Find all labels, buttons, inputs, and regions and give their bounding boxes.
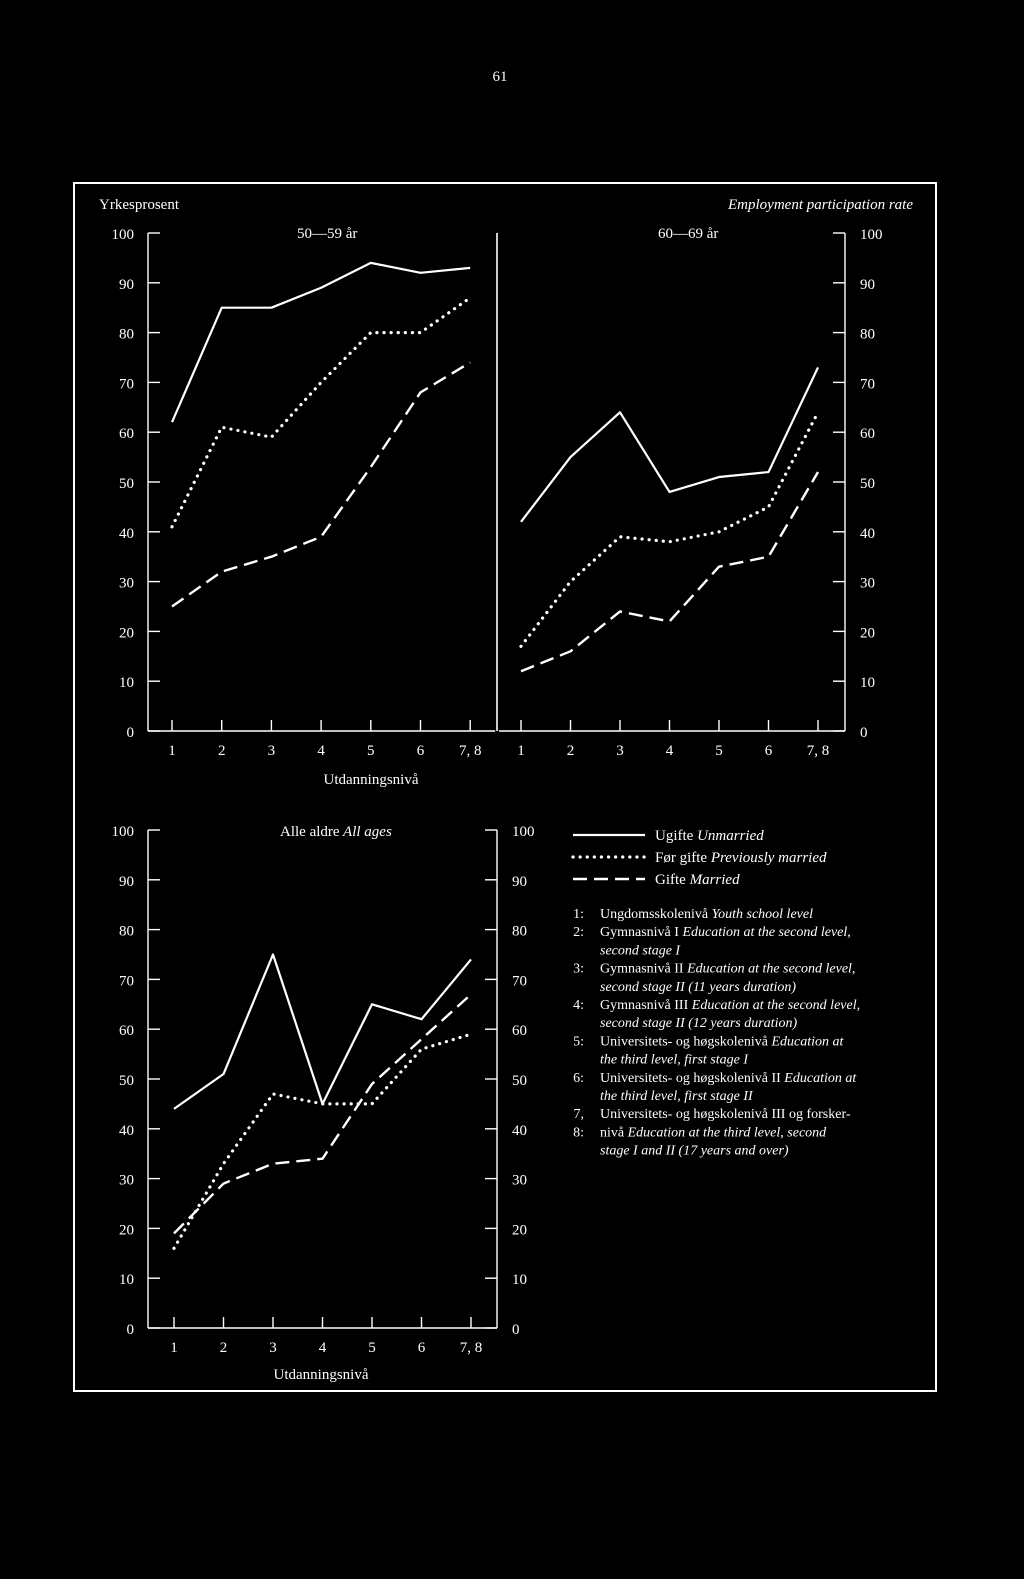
left-y-tick-label: 20: [119, 1222, 134, 1239]
level-code: 2:: [573, 925, 584, 941]
x-tick-label: 1: [170, 1340, 178, 1356]
right-y-tick-label: 90: [860, 276, 875, 293]
x-tick-label: 5: [715, 743, 723, 759]
left-y-tick-label: 50: [119, 476, 134, 492]
level-text: Universitets- og høgskolenivå II Education at: [600, 1070, 857, 1086]
left-y-tick-label: 10: [119, 675, 134, 692]
right-y-tick-label: 30: [512, 1172, 527, 1189]
right-y-tick-label: 10: [860, 675, 875, 692]
level-code: 1:: [573, 907, 584, 922]
panel-title: 60—69 år: [658, 226, 719, 242]
level-code: 8:: [573, 1125, 584, 1141]
panel-title: Alle aldre All ages: [280, 824, 392, 840]
series-line-married: [174, 994, 471, 1233]
left-y-tick-label: 100: [111, 824, 134, 840]
page-number: 61: [492, 69, 508, 85]
x-tick-label: 4: [318, 1340, 327, 1356]
x-tick-label: 5: [367, 743, 375, 759]
right-y-tick-label: 0: [512, 1322, 520, 1338]
right-y-tick-label: 30: [860, 575, 875, 592]
level-code: 4:: [573, 998, 584, 1013]
legend: [573, 828, 860, 1159]
level-text: nivå Education at the third level, second: [600, 1125, 827, 1141]
left-y-tick-label: 70: [119, 973, 134, 990]
left-y-tick-label: 40: [119, 525, 134, 542]
x-tick-label: 2: [219, 1340, 228, 1356]
right-y-tick-label: 100: [512, 824, 535, 840]
x-tick-label: 6: [416, 743, 425, 759]
level-text: Ungdomsskolenivå Youth school level: [600, 907, 813, 922]
x-tick-label: 2: [217, 743, 226, 759]
y-axis-title-no: Yrkesprosent: [99, 197, 179, 213]
left-y-tick-label: 20: [119, 625, 134, 642]
right-y-tick-label: 40: [512, 1122, 527, 1139]
x-tick-label: 7, 8: [458, 743, 482, 759]
right-y-tick-label: 50: [512, 1073, 527, 1089]
series-line-prev: [172, 298, 470, 527]
level-text: Gymnasnivå I Education at the second level,: [600, 925, 851, 941]
x-tick-label: 4: [317, 743, 325, 759]
y-axis-title-en: Employment participation rate: [728, 197, 913, 213]
level-text: second stage II (11 years duration): [600, 979, 797, 995]
level-text: Gymnasnivå II Education at the second level,: [600, 961, 856, 977]
right-y-tick-label: 70: [860, 376, 875, 393]
right-y-tick-label: 90: [512, 873, 527, 890]
right-y-tick-label: 0: [860, 725, 868, 741]
series-line-prev: [174, 1034, 471, 1248]
left-y-tick-label: 60: [119, 1023, 134, 1040]
panel-3: [112, 824, 535, 1356]
left-y-tick-label: 70: [119, 376, 134, 393]
right-y-tick-label: 80: [512, 923, 527, 940]
x-tick-label: 2: [566, 743, 575, 759]
level-code: 6:: [573, 1070, 584, 1086]
left-y-tick-label: 40: [119, 1122, 134, 1139]
right-y-tick-label: 100: [860, 227, 883, 243]
left-y-tick-label: 60: [119, 426, 134, 443]
panel-2: [499, 226, 883, 759]
series-line-prev: [521, 412, 818, 646]
right-y-tick-label: 60: [860, 426, 875, 443]
x-tick-label: 3: [269, 1340, 277, 1356]
left-y-tick-label: 90: [119, 873, 134, 890]
series-line-unmarried: [174, 955, 471, 1109]
x-axis-title-bottom: Utdanningsnivå: [273, 1367, 369, 1383]
level-code: 3:: [573, 961, 584, 977]
x-tick-label: 4: [665, 743, 674, 759]
left-y-tick-label: 90: [119, 276, 134, 293]
legend-label-unmarried: Ugifte Unmarried: [655, 828, 764, 844]
left-y-tick-label: 80: [119, 923, 134, 940]
x-axis-title-top: Utdanningsnivå: [323, 772, 419, 788]
level-text: second stage II (12 years duration): [600, 1016, 798, 1032]
left-y-tick-label: 10: [119, 1272, 134, 1289]
left-y-tick-label: 80: [119, 326, 134, 343]
right-y-tick-label: 80: [860, 326, 875, 343]
level-code: 7,: [573, 1107, 584, 1123]
level-text: second stage I: [600, 943, 681, 959]
right-y-tick-label: 40: [860, 525, 875, 542]
series-line-unmarried: [172, 263, 470, 422]
right-y-tick-label: 10: [512, 1272, 527, 1289]
left-y-tick-label: 30: [119, 575, 134, 592]
right-y-tick-label: 50: [860, 476, 875, 492]
right-y-tick-label: 20: [860, 625, 875, 642]
panel-1: [112, 226, 496, 759]
x-tick-label: 7, 8: [806, 743, 830, 759]
left-y-tick-label: 100: [111, 227, 134, 243]
level-text: Universitets- og høgskolenivå III og forsker-: [600, 1107, 851, 1123]
level-text: stage I and II (17 years and over): [600, 1143, 789, 1159]
x-tick-label: 1: [517, 743, 525, 759]
left-y-tick-label: 30: [119, 1172, 134, 1189]
level-text: the third level, first stage II: [600, 1089, 753, 1104]
level-text: the third level, first stage I: [600, 1052, 749, 1068]
x-tick-label: 6: [764, 743, 773, 759]
series-line-married: [521, 472, 818, 671]
left-y-tick-label: 0: [126, 725, 134, 741]
left-y-tick-label: 0: [126, 1322, 134, 1338]
x-tick-label: 1: [168, 743, 176, 759]
level-code: 5:: [573, 1034, 584, 1050]
right-y-tick-label: 70: [512, 973, 527, 990]
legend-label-married: Gifte Married: [655, 872, 740, 888]
x-tick-label: 6: [417, 1340, 426, 1356]
figure-frame: [74, 183, 936, 1391]
level-text: Universitets- og høgskolenivå Education at: [600, 1034, 844, 1050]
right-y-tick-label: 20: [512, 1222, 527, 1239]
x-tick-label: 3: [616, 743, 624, 759]
legend-label-prev: Før gifte Previously married: [655, 850, 827, 866]
left-y-tick-label: 50: [119, 1073, 134, 1089]
series-line-married: [172, 362, 470, 606]
x-tick-label: 3: [267, 743, 276, 759]
right-y-tick-label: 60: [512, 1023, 527, 1040]
level-text: Gymnasnivå III Education at the second level,: [600, 998, 861, 1013]
panel-title: 50—59 år: [297, 226, 358, 242]
x-tick-label: 7, 8: [459, 1340, 483, 1356]
x-tick-label: 5: [368, 1340, 376, 1356]
